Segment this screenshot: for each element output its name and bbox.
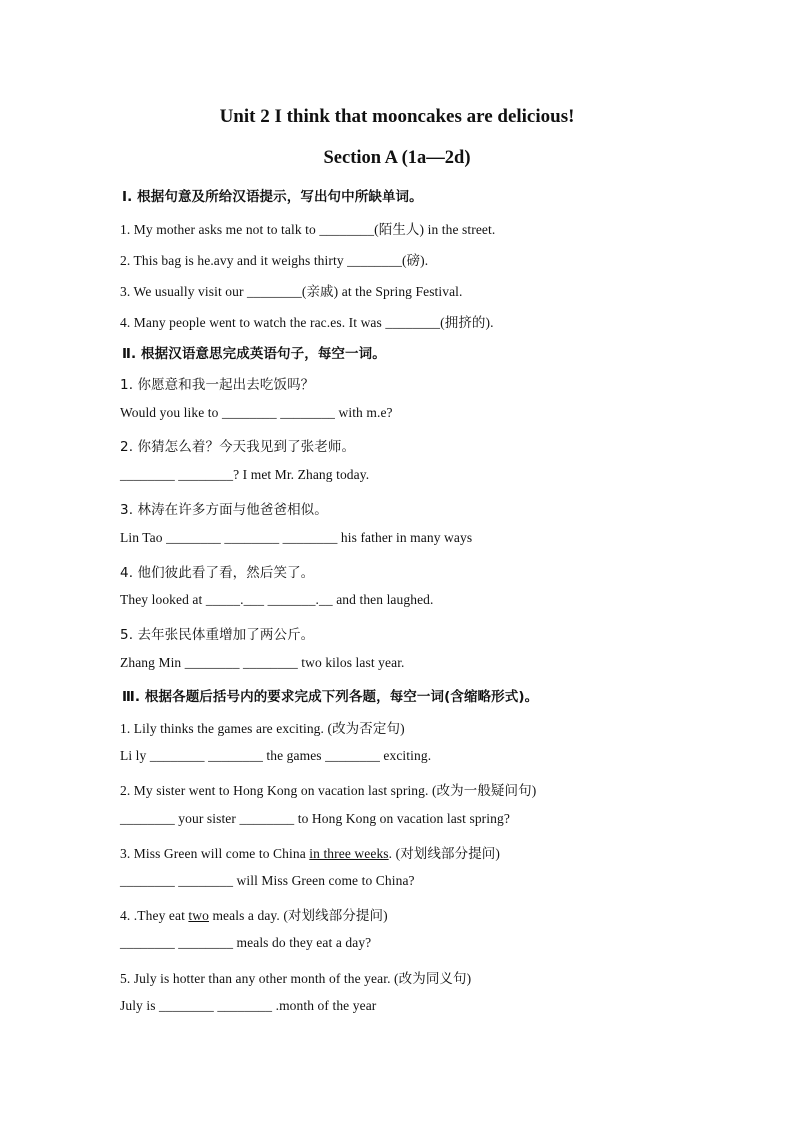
- part1-item-1: 1. My mother asks me not to talk to ________(陌生人) in the street.: [120, 222, 496, 237]
- part3-answer-3: ________ ________ will Miss Green come to China?: [120, 873, 415, 888]
- part2-answer-5: Zhang Min ________ ________ two kilos last year.: [120, 655, 405, 670]
- part3-answer-2: ________ your sister ________ to Hong Kong on vacation last spring?: [120, 811, 510, 826]
- part2-answer-1: Would you like to ________ ________ with m.e?: [120, 405, 393, 420]
- part3-item-5: 5. July is hotter than any other month of the year. (改为同义句): [120, 971, 472, 986]
- page-title: Unit 2 I think that mooncakes are delicious!: [219, 106, 575, 127]
- part1-item-2: 2. This bag is he.avy and it weighs thirty ________(磅).: [120, 253, 429, 268]
- part3-item-2: 2. My sister went to Hong Kong on vacation last spring. (改为一般疑问句): [120, 783, 537, 798]
- part3-answer-1: Li ly ________ ________ the games ________ exciting.: [120, 748, 432, 763]
- part2-prompt-1: 1. 你愿意和我一起出去吃饭吗？: [120, 377, 315, 393]
- part2-prompt-2: 2. 你猜怎么着？今天我见到了张老师。: [120, 439, 356, 455]
- part2-heading: Ⅱ. 根据汉语意思完成英语句子，每空一词。: [122, 346, 386, 362]
- part3-item-4: 4. .They eat two meals a day. (对划线部分提问): [120, 908, 388, 923]
- part2-answer-2: ________ ________? I met Mr. Zhang today.: [120, 467, 370, 482]
- part3-answer-5: July is ________ ________ .month of the year: [120, 998, 377, 1013]
- part1-heading: Ⅰ. 根据句意及所给汉语提示，写出句中所缺单词。: [122, 189, 423, 205]
- part2-prompt-3: 3. 林涛在许多方面与他爸爸相似。: [120, 502, 328, 518]
- part3-item-3: 3. Miss Green will come to China in three weeks. (对划线部分提问): [120, 846, 500, 861]
- part3-answer-4: ________ ________ meals do they eat a day?: [120, 935, 372, 950]
- part2-answer-4: They looked at _____.___ _______.__ and then laughed.: [120, 592, 434, 607]
- part2-prompt-5: 5. 去年张民体重增加了两公斤。: [120, 627, 315, 643]
- section-subtitle: Section A (1a—2d): [323, 148, 471, 168]
- part3-item-1: 1. Lily thinks the games are exciting. (改为否定句): [120, 721, 405, 736]
- part1-item-4: 4. Many people went to watch the rac.es. It was ________(拥挤的).: [120, 315, 494, 330]
- part3-heading: Ⅲ. 根据各题后括号内的要求完成下列各题，每空一词(含缩略形式)。: [122, 689, 539, 705]
- part2-prompt-4: 4. 他们彼此看了看，然后笑了。: [120, 565, 315, 581]
- part2-answer-3: Lin Tao ________ ________ ________ his father in many ways: [120, 530, 473, 545]
- part1-item-3: 3. We usually visit our ________(亲戚) at the Spring Festival.: [120, 284, 463, 299]
